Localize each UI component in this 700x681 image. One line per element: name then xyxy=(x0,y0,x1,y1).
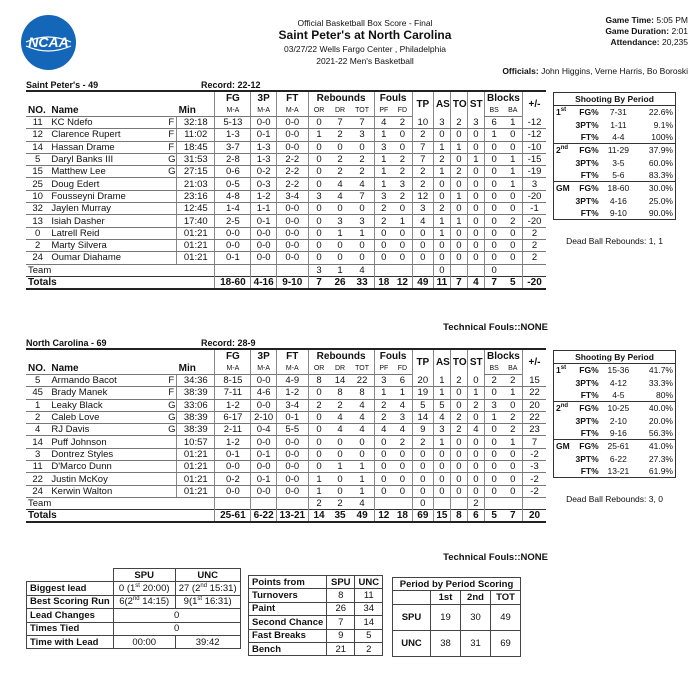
points-from-table: Points from SPU UNC Turnovers 8 11 Paint 26 34 Second Chance 7 14 Fast Breaks 9 5 Bench 21 2 xyxy=(248,575,383,656)
player-row: 1 Leaky Black G 33:06 1-2 0-0 3-4 2 2 4 2 4 5 5 0 2 3 0 20 xyxy=(26,399,546,411)
team-row: Team 2 2 4 0 2 xyxy=(26,497,546,509)
column-subheader: M-A xyxy=(276,363,308,375)
column-subheader: M-A xyxy=(251,363,276,375)
player-row: 24 Oumar Diahame 01:21 0-1 0-0 0-0 0 0 0 0 0 0 0 0 0 0 0 2 xyxy=(26,252,546,264)
column-subheader: TOT xyxy=(351,105,374,117)
column-header: 3P xyxy=(251,350,276,363)
column-subheader: OR xyxy=(308,105,329,117)
matchup-title: Saint Peter's at North Carolina xyxy=(278,28,452,42)
period-label xyxy=(554,118,574,131)
period-label: 2nd xyxy=(554,402,574,415)
officials: Officials: John Higgins, Verne Harris, Bo Boroski xyxy=(502,66,688,76)
player-row: 14 Hassan Drame F 18:45 3-7 1-3 0-0 0 0 0 3 0 7 1 1 0 0 0 -10 xyxy=(26,141,546,153)
player-name: Isiah Dasher xyxy=(49,215,166,227)
player-row: 4 RJ Davis G 38:39 2-11 0-4 5-5 0 4 4 4 4 9 3 2 4 0 2 23 xyxy=(26,424,546,436)
team-record: Record: 28-9 xyxy=(201,338,256,348)
column-subheader: BS xyxy=(484,363,503,375)
player-row: 15 Matthew Lee G 27:15 0-6 0-2 2-2 0 2 2 1 2 2 1 2 0 0 1 -19 xyxy=(26,166,546,178)
player-name: Jaylen Murray xyxy=(49,203,166,215)
column-subheader: M-A xyxy=(276,105,308,117)
dead-ball-rebounds: Dead Ball Rebounds: 3, 0 xyxy=(566,494,663,504)
box-score-header xyxy=(0,0,700,80)
player-name: Brady Manek xyxy=(49,387,166,399)
player-name: Leaky Black xyxy=(49,399,166,411)
column-header: +/- xyxy=(523,92,546,117)
box-score-table-spu xyxy=(26,92,546,290)
player-name: Armando Bacot xyxy=(49,375,166,387)
column-header: AS xyxy=(433,92,450,117)
lead-changes-row: Lead Changes 0 xyxy=(27,609,241,622)
team-line-unc xyxy=(26,338,546,350)
column-header: Name xyxy=(49,363,176,375)
column-subheader: BS xyxy=(484,105,503,117)
team-label: Team xyxy=(26,497,177,509)
period-label: GM xyxy=(554,440,574,453)
shooting-by-period-unc: Shooting By Period 1st FG% 15-36 41.7% 3PT% 4-12 33.3% FT% 4-5 80% 2nd FG% 10-25 40.0% 3PT% 2-10 20.0% FT% 9-16 56.3% GM FG% 25-61 41.0% 3PT% 6-22 27.3% FT% 13-21 61.9% xyxy=(553,350,676,478)
player-row: 22 Justin McKoy 01:21 0-2 0-1 0-0 1 0 1 0 0 0 0 0 0 0 0 -2 xyxy=(26,473,546,485)
game-summary-table: SPU UNC Biggest lead 0 (1st 20:00) 27 (2nd 15:31) Best Scoring Run 6(2nd 14:15) 9(1st 16:31) Lead Changes 0 Times Tied 0 Time with Lead 00:00 39:42 xyxy=(26,568,241,649)
column-subheader: FD xyxy=(393,363,412,375)
team-record: Record: 22-12 xyxy=(201,80,261,90)
player-row: 11 D'Marco Dunn 01:21 0-0 0-0 0-0 0 1 1 0 0 0 0 0 0 0 0 -3 xyxy=(26,461,546,473)
player-row: 5 Daryl Banks III G 31:53 2-8 1-3 2-2 0 2 2 1 2 7 2 0 1 0 1 -15 xyxy=(26,153,546,165)
player-name: Caleb Love xyxy=(49,411,166,423)
column-subheader: M-A xyxy=(215,363,251,375)
period-scoring-title: Period by Period Scoring xyxy=(393,578,521,591)
player-name: Latrell Reid xyxy=(49,227,166,239)
column-header: Name xyxy=(49,105,176,117)
player-row: 24 Kerwin Walton 01:21 0-0 0-0 0-0 1 0 1 0 0 0 0 0 0 0 0 -2 xyxy=(26,485,546,497)
column-header: Blocks xyxy=(484,350,522,363)
player-row: 3 Dontrez Styles 01:21 0-1 0-1 0-0 0 0 0 0 0 0 0 0 0 0 0 -2 xyxy=(26,448,546,460)
column-header: FG xyxy=(215,350,251,363)
player-name: RJ Davis xyxy=(49,424,166,436)
column-header: ST xyxy=(467,92,484,117)
player-row: 13 Isiah Dasher 17:40 2-5 0-1 0-0 0 3 3 2 1 4 1 1 0 0 2 -20 xyxy=(26,215,546,227)
column-subheader: OR xyxy=(308,363,329,375)
player-name: Clarence Rupert xyxy=(49,129,166,141)
column-subheader: M-A xyxy=(215,105,251,117)
column-header: FT xyxy=(276,92,308,105)
totals-row: Totals 25-61 6-22 13-21 14 35 49 12 18 69 15 8 6 5 7 20 xyxy=(26,510,546,523)
player-name: Fousseyni Drame xyxy=(49,190,166,202)
column-header: NO. xyxy=(26,105,49,117)
column-header: FT xyxy=(276,350,308,363)
player-row: 45 Brady Manek F 38:39 7-11 4-6 1-2 0 8 8 1 1 19 1 0 1 0 1 22 xyxy=(26,387,546,399)
column-header: Rebounds xyxy=(308,350,374,363)
team-row: Team 3 1 4 0 0 xyxy=(26,264,546,276)
period-table-title: Shooting By Period xyxy=(554,93,676,106)
game-time: 5:05 PM xyxy=(656,15,688,25)
column-header: TP xyxy=(412,350,433,375)
player-name: Justin McKoy xyxy=(49,473,166,485)
player-name: Kerwin Walton xyxy=(49,485,166,497)
technical-fouls: Technical Fouls::NONE xyxy=(443,552,548,563)
player-name: Hassan Drame xyxy=(49,141,166,153)
period-label xyxy=(554,207,574,220)
attendance: 20,235 xyxy=(662,37,688,47)
season: 2021-22 Men's Basketball xyxy=(316,56,414,66)
period-label xyxy=(554,194,574,207)
player-name: Dontrez Styles xyxy=(49,448,166,460)
player-name: Doug Edert xyxy=(49,178,166,190)
player-row: 32 Jaylen Murray 12:45 1-4 1-1 0-0 0 0 0 2 0 3 2 0 0 0 0 -1 xyxy=(26,203,546,215)
column-header: Fouls xyxy=(374,92,412,105)
period-label xyxy=(554,427,574,440)
times-tied-row: Times Tied 0 xyxy=(27,622,241,635)
player-row: 5 Armando Bacot F 34:36 8-15 0-0 4-9 8 14 22 3 6 20 1 2 0 2 2 15 xyxy=(26,375,546,387)
period-label xyxy=(554,376,574,389)
period-label: 1st xyxy=(556,365,567,376)
column-header: TP xyxy=(412,92,433,117)
player-name: Daryl Banks III xyxy=(49,153,166,165)
totals-label: Totals xyxy=(26,276,177,289)
player-row: 2 Marty Silvera 01:21 0-0 0-0 0-0 0 0 0 0 0 0 0 0 0 0 0 2 xyxy=(26,239,546,251)
column-subheader: PF xyxy=(374,105,393,117)
column-header: AS xyxy=(433,350,450,375)
game-info: Game Time: 5:05 PM Game Duration: 2:01 Attendance: 20,235 xyxy=(605,15,688,47)
player-name: KC Ndefo xyxy=(49,117,166,129)
time-with-lead-row: Time with Lead 00:00 39:42 xyxy=(27,635,241,648)
column-subheader: DR xyxy=(329,105,350,117)
game-duration: 2:01 xyxy=(671,26,688,36)
player-row: 10 Fousseyni Drame 23:16 4-8 1-2 3-4 3 4 7 3 2 12 0 1 0 0 0 -20 xyxy=(26,190,546,202)
period-label xyxy=(554,169,574,182)
column-subheader: BA xyxy=(503,363,522,375)
column-header: TO xyxy=(450,350,467,375)
column-subheader: BA xyxy=(503,105,522,117)
period-label xyxy=(554,465,574,478)
dead-ball-rebounds: Dead Ball Rebounds: 1, 1 xyxy=(566,236,663,246)
player-name: Puff Johnson xyxy=(49,436,166,448)
period-label xyxy=(554,414,574,427)
column-subheader: TOT xyxy=(351,363,374,375)
best-scoring-run-row: Best Scoring Run 6(2nd 14:15) 9(1st 16:31) xyxy=(27,595,241,608)
column-subheader: DR xyxy=(329,363,350,375)
period-table-title: Shooting By Period xyxy=(554,351,676,364)
column-subheader: PF xyxy=(374,363,393,375)
period-label xyxy=(554,452,574,465)
player-row: 12 Clarence Rupert F 11:02 1-3 0-1 0-0 1 2 3 1 0 2 0 0 0 1 0 -12 xyxy=(26,129,546,141)
column-header: NO. xyxy=(26,363,49,375)
logo-text: NCAA xyxy=(28,34,69,50)
doc-title: Official Basketball Box Score - Final xyxy=(297,18,433,28)
column-header: +/- xyxy=(523,350,546,375)
team-line-spu xyxy=(26,80,546,92)
team-title: Saint Peter's - 49 xyxy=(26,80,99,90)
technical-fouls: Technical Fouls::NONE xyxy=(443,322,548,333)
player-row: 14 Puff Johnson 10:57 1-2 0-0 0-0 0 0 0 0 2 2 1 0 0 0 1 7 xyxy=(26,436,546,448)
shooting-by-period-spu: Shooting By Period 1st FG% 7-31 22.6% 3PT% 1-11 9.1% FT% 4-4 100% 2nd FG% 11-29 37.9% 3PT% 3-5 60.0% FT% 5-6 83.3% GM FG% 18-60 30.0% 3PT% 4-16 25.0% FT% 9-10 90.0% xyxy=(553,92,676,220)
totals-label: Totals xyxy=(26,510,177,523)
biggest-lead-row: Biggest lead 0 (1st 20:00) 27 (2nd 15:31) xyxy=(27,582,241,595)
column-header: Min xyxy=(177,363,215,375)
team-label: Team xyxy=(26,264,177,276)
period-label xyxy=(554,156,574,169)
venue: 03/27/22 Wells Fargo Center , Philadelphia xyxy=(284,44,446,54)
column-header: Min xyxy=(177,105,215,117)
period-label xyxy=(554,131,574,144)
player-row: 11 KC Ndefo F 32:18 5-13 0-0 0-0 0 7 7 4 2 10 3 2 3 6 1 -12 xyxy=(26,117,546,129)
player-row: 0 Latrell Reid 01:21 0-0 0-0 0-0 0 1 1 0 0 0 1 0 0 0 0 2 xyxy=(26,227,546,239)
column-header: TO xyxy=(450,92,467,117)
team-title: North Carolina - 69 xyxy=(26,338,107,348)
column-header: Rebounds xyxy=(308,92,374,105)
box-score-table-unc xyxy=(26,350,546,523)
period-label xyxy=(554,389,574,402)
column-header: Blocks xyxy=(484,92,522,105)
points-from-title: Points from xyxy=(249,576,327,589)
period-scoring-table: Period by Period Scoring 1st 2nd TOT SPU 19 30 49 UNC 38 31 69 xyxy=(392,577,521,657)
column-header: 3P xyxy=(251,92,276,105)
totals-row: Totals 18-60 4-16 9-10 7 26 33 18 12 49 11 7 4 7 5 -20 xyxy=(26,276,546,289)
period-label: GM xyxy=(554,182,574,195)
column-header: ST xyxy=(467,350,484,375)
ncaa-logo-icon xyxy=(20,14,77,71)
period-label: 2nd xyxy=(554,144,574,157)
column-subheader: FD xyxy=(393,105,412,117)
column-subheader: M-A xyxy=(251,105,276,117)
column-header: Fouls xyxy=(374,350,412,363)
player-row: 2 Caleb Love G 38:39 6-17 2-10 0-1 0 4 4 2 3 14 4 2 0 1 2 22 xyxy=(26,411,546,423)
player-name: D'Marco Dunn xyxy=(49,461,166,473)
period-label: 1st xyxy=(556,107,567,118)
player-name: Matthew Lee xyxy=(49,166,166,178)
player-name: Marty Silvera xyxy=(49,239,166,251)
player-name: Oumar Diahame xyxy=(49,252,166,264)
column-header: FG xyxy=(215,92,251,105)
player-row: 25 Doug Edert 21:03 0-5 0-3 2-2 0 4 4 1 3 2 0 0 0 0 1 3 xyxy=(26,178,546,190)
